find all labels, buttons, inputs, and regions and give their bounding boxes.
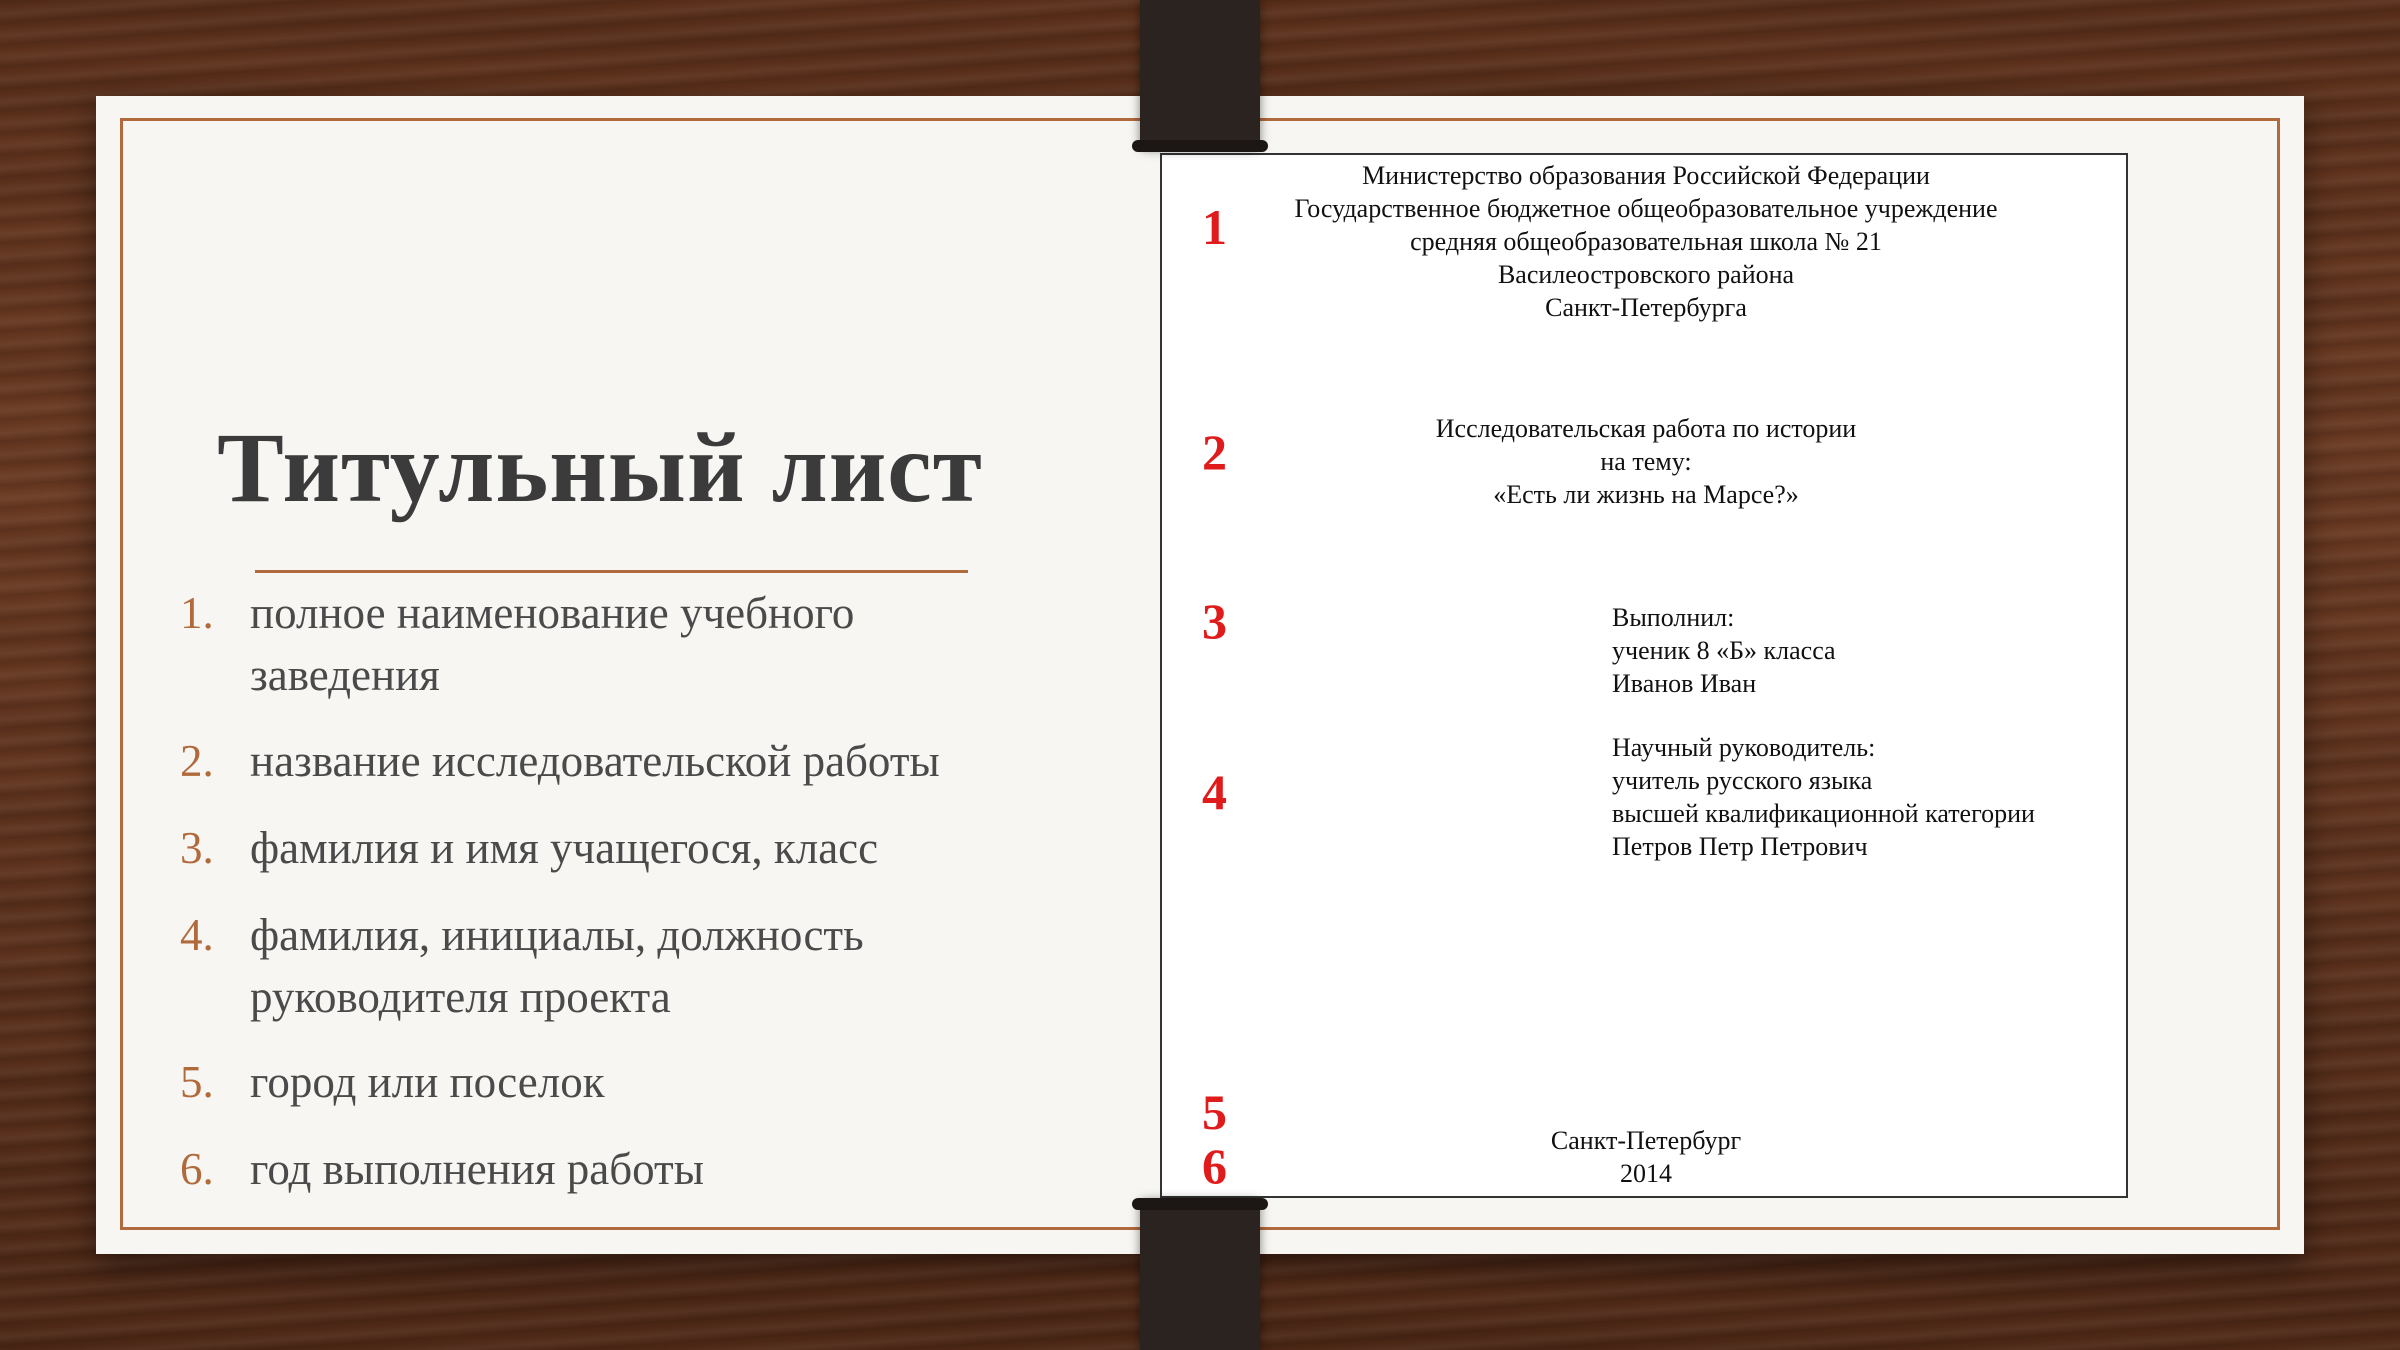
doc-line: Исследовательская работа по истории [1435,414,1857,443]
doc-line: Санкт-Петербурга [1545,293,1747,322]
slide-title: Титульный лист [217,412,983,523]
doc-line: Научный руководитель: [1612,733,1876,762]
doc-line: на тему: [1600,447,1692,476]
author-block [1612,601,1836,700]
list-item-number: 5. [180,1057,214,1107]
doc-line: ученик 8 «Б» класса [1612,636,1836,665]
section-marker: 1 [1202,199,1227,255]
list-item-text: название исследовательской работы [250,736,940,786]
doc-line: Министерство образования Российской Федерации [1362,161,1930,190]
section-marker: 6 [1202,1138,1227,1194]
doc-line: Петров Петр Петрович [1612,832,1868,861]
institution-block [1162,159,2130,324]
list-item-number: 3. [180,823,214,873]
list-item-text: полное наименование учебного заведения [250,588,855,700]
binder-strap-bottom [1140,1200,1260,1350]
list-item-number: 6. [180,1144,214,1194]
list-item-text: город или поселок [250,1057,605,1107]
topic-block [1162,412,2130,511]
section-marker: 4 [1202,764,1227,820]
section-marker: 3 [1202,593,1227,649]
title-page-sample [1160,153,2128,1198]
list-item-number: 2. [180,736,214,786]
doc-line: Василеостровского района [1497,260,1795,289]
list-item-number: 1. [180,588,214,638]
title-divider [255,570,968,573]
binder-strap-top [1140,0,1260,150]
doc-city: Санкт-Петербург [1550,1126,1742,1155]
doc-line: средняя общеобразовательная школа № 21 [1410,227,1882,256]
binder-strap-bottom-edge [1132,1198,1268,1210]
section-marker: 5 [1202,1084,1227,1140]
doc-line: учитель русского языка [1612,766,1873,795]
list-item-text: фамилия и имя учащегося, класс [250,823,879,873]
doc-year: 2014 [1620,1159,1672,1188]
supervisor-block [1612,731,2035,863]
doc-line: «Есть ли жизнь на Марсе?» [1493,480,1799,509]
list-item-text: фамилия, инициалы, должность руководителя проекта [250,910,864,1022]
doc-line: Государственное бюджетное общеобразовательное учреждение [1294,194,1998,223]
doc-line: высшей квалификационной категории [1612,799,2035,828]
section-marker: 2 [1202,424,1227,480]
list-item-number: 4. [180,910,214,960]
city-year-block [1162,1124,2130,1190]
doc-line: Выполнил: [1612,603,1735,632]
doc-line: Иванов Иван [1612,669,1757,698]
binder-strap-top-edge [1132,140,1268,152]
list-item-text: год выполнения работы [250,1144,704,1194]
